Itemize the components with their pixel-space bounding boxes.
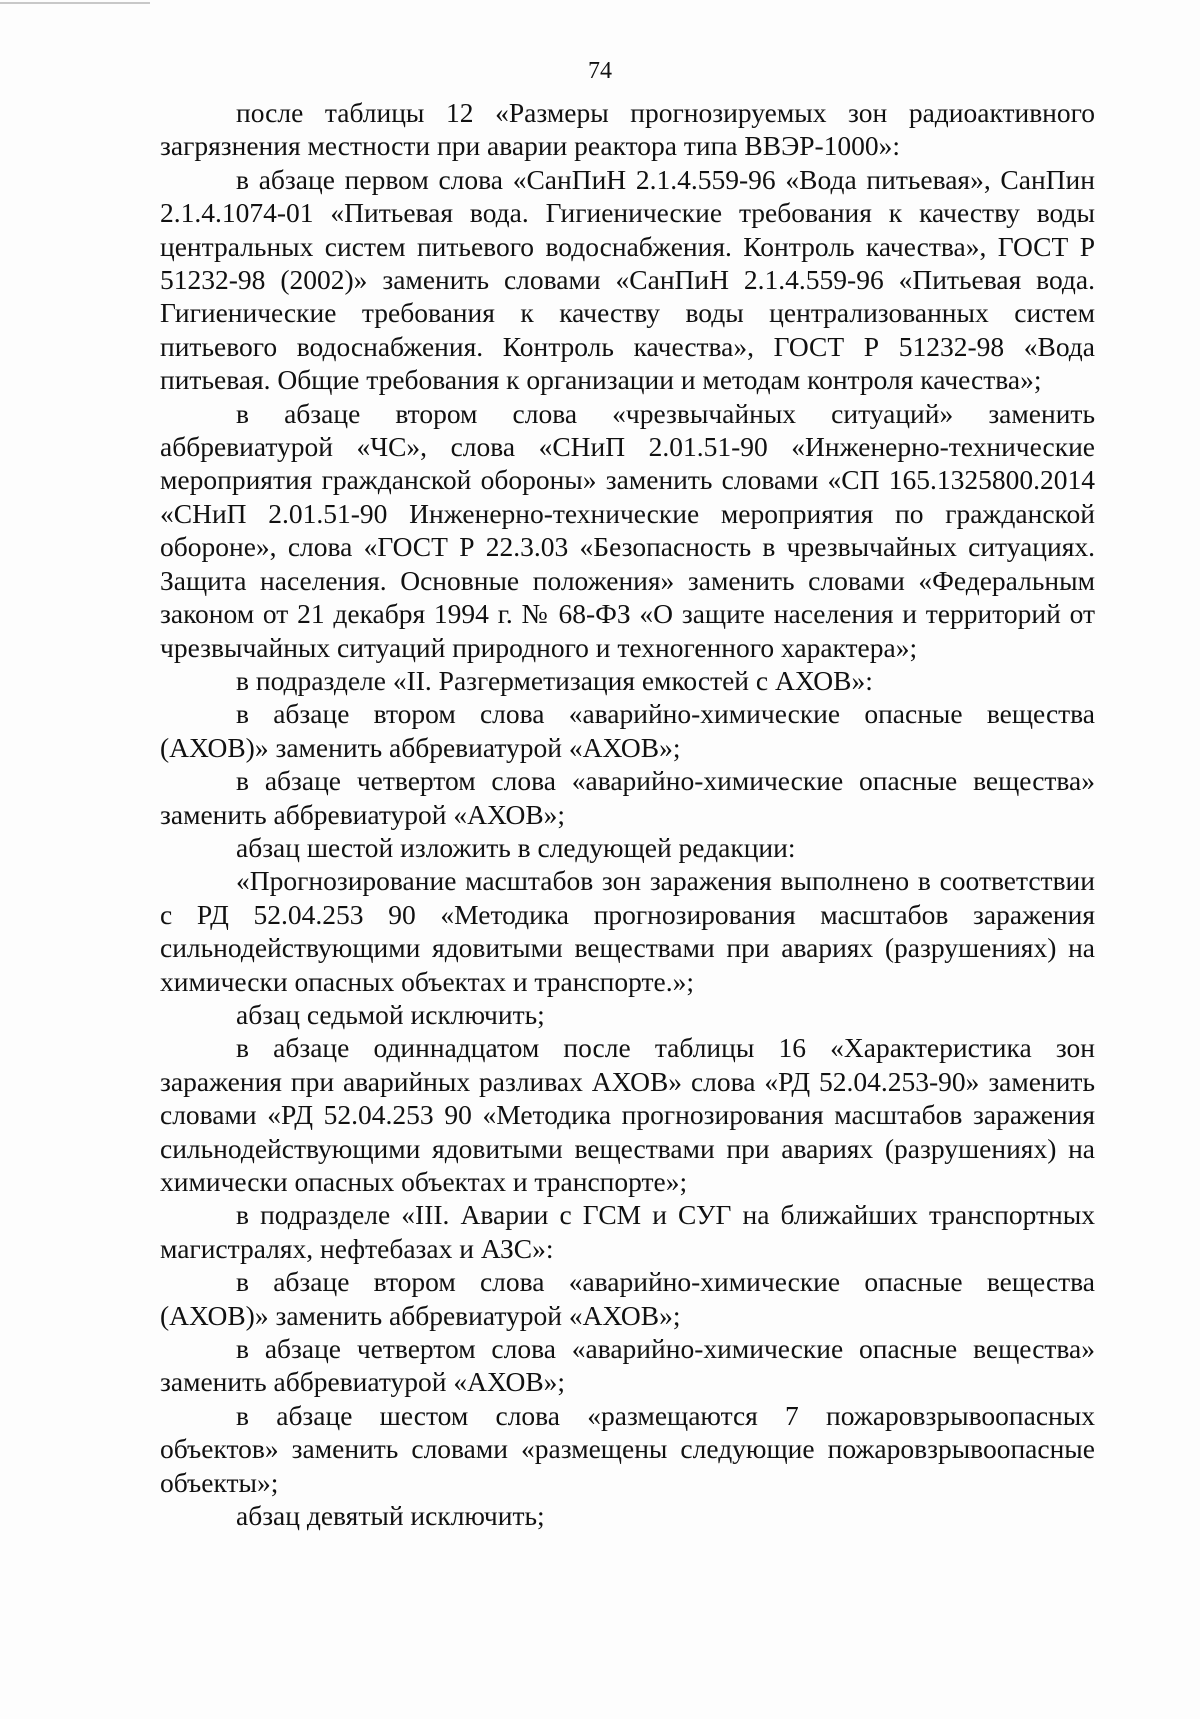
paragraph: после таблицы 12 «Размеры прогнозируемых зон радиоактивного загрязнения местности при аварии реактора типа ВВЭР-1000»: — [160, 97, 1095, 162]
page-number: 74 — [588, 58, 612, 84]
paragraph: «Прогнозирование масштабов зон заражения выполнено в соответствии с РД 52.04.253 90 «Методика прогнозирования масштабов заражения сильнодействующими ядовитыми веществами при авариях (разрушениях) на химически опасных объектах и транспорте.»; — [160, 865, 1095, 997]
paragraph: абзац седьмой исключить; — [236, 998, 545, 1030]
scan-artifact — [0, 2, 150, 4]
document-body — [160, 96, 1095, 1532]
paragraph: в абзаце втором слова «аварийно-химические опасные вещества (АХОВ)» заменить аббревиатурой «АХОВ»; — [160, 698, 1095, 763]
paragraph: абзац девятый исключить; — [236, 1500, 545, 1532]
paragraph: в абзаце четвертом слова «аварийно-химические опасные вещества» заменить аббревиатурой «АХОВ»; — [160, 765, 1095, 830]
paragraph: в абзаце шестом слова «размещаются 7 пожаровзрывоопасных объектов» заменить словами «размещены следующие пожаровзрывоопасные объекты»; — [160, 1399, 1095, 1498]
paragraph: в абзаце первом слова «СанПиН 2.1.4.559-96 «Вода питьевая», СанПин 2.1.4.1074-01 «Питьевая вода. Гигиенические требования к качеству воды центральных систем питьевого водоснабжения. Контроль качества», ГОСТ Р 51232-98 (2002)» заменить словами «СанПиН 2.1.4.559-96 «Питьевая вода. Гигиенические требования к качеству воды централизованных систем питьевого водоснабжения. Контроль качества», ГОСТ Р 51232-98 «Вода питьевая. Общие требования к организации и методам контроля качества»; — [160, 163, 1095, 396]
paragraph: абзац шестой изложить в следующей редакции: — [236, 831, 796, 863]
paragraph: в абзаце втором слова «чрезвычайных ситуаций» заменить аббревиатурой «ЧС», слова «СНиП 2.01.51-90 «Инженерно-технические мероприятия гражданской обороны» заменить словами «СП 165.1325800.2014 «СНиП 2.01.51-90 Инженерно-технические мероприятия по гражданской обороне», слова «ГОСТ Р 22.3.03 «Безопасность в чрезвычайных ситуациях. Защита населения. Основные положения» заменить словами «Федеральным законом от 21 декабря 1994 г. № 68-ФЗ «О защите населения и территорий от чрезвычайных ситуаций природного и техногенного характера»; — [160, 397, 1095, 663]
paragraph: в абзаце втором слова «аварийно-химические опасные вещества (АХОВ)» заменить аббревиатурой «АХОВ»; — [160, 1266, 1095, 1331]
paragraph: в подразделе «III. Аварии с ГСМ и СУГ на ближайших транспортных магистралях, нефтебазах и АЗС»: — [160, 1199, 1095, 1264]
paragraph: в подразделе «II. Разгерметизация емкостей с АХОВ»: — [236, 664, 873, 696]
paragraph: в абзаце четвертом слова «аварийно-химические опасные вещества» заменить аббревиатурой «АХОВ»; — [160, 1333, 1095, 1398]
paragraph: в абзаце одиннадцатом после таблицы 16 «Характеристика зон заражения при аварийных разливах АХОВ» слова «РД 52.04.253-90» заменить словами «РД 52.04.253 90 «Методика прогнозирования масштабов заражения сильнодействующими ядовитыми веществами при авариях (разрушениях) на химически опасных объектах и транспорте»; — [160, 1032, 1095, 1197]
